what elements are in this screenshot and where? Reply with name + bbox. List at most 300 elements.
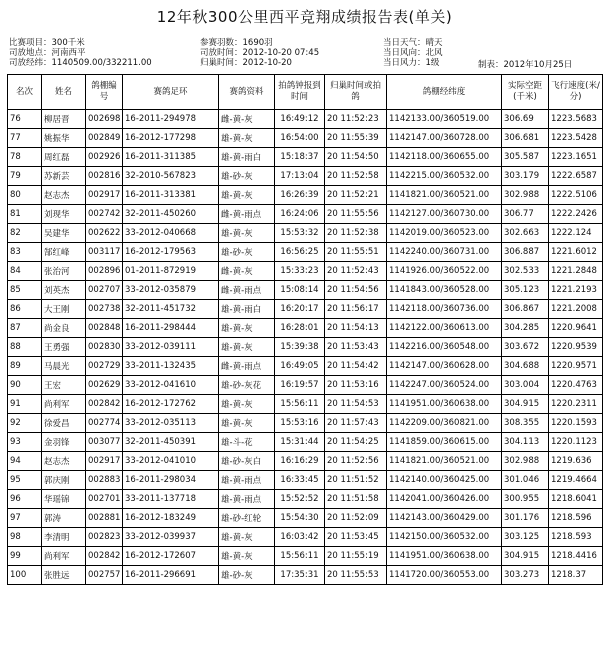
cell-bird-info: 雄-黄-灰 xyxy=(219,547,275,566)
cell-name: 徐爱昌 xyxy=(42,414,86,433)
cell-loft-id: 002816 xyxy=(86,167,123,186)
cell-ring: 32-2011-450391 xyxy=(123,433,219,452)
col-header-speed: 飞行速度(米/分) xyxy=(549,75,603,110)
table-row xyxy=(8,262,603,281)
cell-bird-info: 雄-黄-灰 xyxy=(219,528,275,547)
cell-clock-time: 15:31:44 xyxy=(275,433,325,452)
table-row xyxy=(8,357,603,376)
cell-loft-id: 002842 xyxy=(86,547,123,566)
cell-name: 姚振华 xyxy=(42,129,86,148)
table-row xyxy=(8,110,603,129)
cell-rank: 96 xyxy=(8,490,42,509)
cell-name: 柳居晋 xyxy=(42,110,86,129)
table-row xyxy=(8,395,603,414)
cell-arrival-time: 20 11:54:53 xyxy=(325,395,387,414)
table-row xyxy=(8,547,603,566)
return-time: 归巢时间：2012-10-20 xyxy=(200,58,292,68)
cell-clock-time: 16:20:17 xyxy=(275,300,325,319)
cell-distance: 303.672 xyxy=(502,338,549,357)
table-row xyxy=(8,338,603,357)
cell-coordinates: 1141821.00/360521.00 xyxy=(387,452,502,471)
cell-coordinates: 1141821.00/360521.00 xyxy=(387,186,502,205)
cell-speed: 1218.593 xyxy=(549,528,603,547)
cell-clock-time: 15:08:14 xyxy=(275,281,325,300)
cell-bird-info: 雌-黄-雨点 xyxy=(219,357,275,376)
col-header-loft-id: 鸽棚编号 xyxy=(86,75,123,110)
cell-name: 周红磊 xyxy=(42,148,86,167)
cell-speed: 1219.4664 xyxy=(549,471,603,490)
col-header-clock-time: 拍鸽钟报到时间 xyxy=(275,75,325,110)
cell-arrival-time: 20 11:54:50 xyxy=(325,148,387,167)
col-header-distance: 实际空距(千米) xyxy=(502,75,549,110)
table-row xyxy=(8,281,603,300)
cell-ring: 16-2011-311385 xyxy=(123,148,219,167)
cell-loft-id: 002742 xyxy=(86,205,123,224)
cell-rank: 81 xyxy=(8,205,42,224)
cell-rank: 92 xyxy=(8,414,42,433)
cell-coordinates: 1142216.00/360548.00 xyxy=(387,338,502,357)
cell-arrival-time: 20 11:51:52 xyxy=(325,471,387,490)
cell-distance: 306.867 xyxy=(502,300,549,319)
cell-bird-info: 雄-砂-灰 xyxy=(219,167,275,186)
cell-clock-time: 15:52:52 xyxy=(275,490,325,509)
cell-distance: 305.123 xyxy=(502,281,549,300)
col-header-ring: 赛鸽足环 xyxy=(123,75,219,110)
cell-bird-info: 雄-黄-雨白 xyxy=(219,148,275,167)
cell-rank: 77 xyxy=(8,129,42,148)
cell-name: 王宏 xyxy=(42,376,86,395)
release-location: 司放地点：河南西平 xyxy=(9,48,86,58)
cell-clock-time: 15:56:11 xyxy=(275,547,325,566)
cell-speed: 1218.596 xyxy=(549,509,603,528)
cell-arrival-time: 20 11:51:58 xyxy=(325,490,387,509)
cell-rank: 99 xyxy=(8,547,42,566)
cell-arrival-time: 20 11:53:43 xyxy=(325,338,387,357)
entry-count: 参赛羽数：1690羽 xyxy=(200,38,273,48)
cell-speed: 1218.6041 xyxy=(549,490,603,509)
cell-loft-id: 002883 xyxy=(86,471,123,490)
cell-ring: 32-2011-451732 xyxy=(123,300,219,319)
cell-loft-id: 002774 xyxy=(86,414,123,433)
cell-distance: 302.988 xyxy=(502,452,549,471)
cell-rank: 86 xyxy=(8,300,42,319)
cell-distance: 303.179 xyxy=(502,167,549,186)
cell-clock-time: 15:53:32 xyxy=(275,224,325,243)
cell-clock-time: 16:16:29 xyxy=(275,452,325,471)
cell-clock-time: 15:18:37 xyxy=(275,148,325,167)
cell-bird-info: 雄-斗-花 xyxy=(219,433,275,452)
col-header-bird-info: 赛鸽资料 xyxy=(219,75,275,110)
cell-ring: 16-2012-183249 xyxy=(123,509,219,528)
cell-ring: 16-2011-298444 xyxy=(123,319,219,338)
cell-rank: 91 xyxy=(8,395,42,414)
cell-distance: 306.69 xyxy=(502,110,549,129)
cell-coordinates: 1142140.00/360425.00 xyxy=(387,471,502,490)
cell-loft-id: 002622 xyxy=(86,224,123,243)
cell-rank: 82 xyxy=(8,224,42,243)
cell-arrival-time: 20 11:52:43 xyxy=(325,262,387,281)
col-header-arrival-time: 归巢时间或拍鸽 xyxy=(325,75,387,110)
cell-bird-info: 雌-黄-雨点 xyxy=(219,281,275,300)
cell-distance: 304.113 xyxy=(502,433,549,452)
cell-arrival-time: 20 11:52:38 xyxy=(325,224,387,243)
cell-speed: 1220.9571 xyxy=(549,357,603,376)
cell-speed: 1221.2193 xyxy=(549,281,603,300)
cell-speed: 1223.5683 xyxy=(549,110,603,129)
cell-distance: 303.125 xyxy=(502,528,549,547)
cell-rank: 83 xyxy=(8,243,42,262)
cell-rank: 76 xyxy=(8,110,42,129)
cell-speed: 1220.4763 xyxy=(549,376,603,395)
cell-ring: 33-2012-041010 xyxy=(123,452,219,471)
cell-speed: 1221.2848 xyxy=(549,262,603,281)
race-info-middle xyxy=(200,38,319,68)
cell-bird-info: 雌-黄-灰 xyxy=(219,262,275,281)
cell-distance: 304.915 xyxy=(502,395,549,414)
cell-coordinates: 1141951.00/360638.00 xyxy=(387,547,502,566)
cell-coordinates: 1141720.00/360553.00 xyxy=(387,566,502,585)
cell-distance: 302.663 xyxy=(502,224,549,243)
cell-rank: 85 xyxy=(8,281,42,300)
cell-clock-time: 15:54:30 xyxy=(275,509,325,528)
cell-name: 尚金良 xyxy=(42,319,86,338)
cell-arrival-time: 20 11:53:45 xyxy=(325,528,387,547)
cell-name: 赵志杰 xyxy=(42,186,86,205)
cell-coordinates: 1141859.00/360615.00 xyxy=(387,433,502,452)
cell-speed: 1221.6012 xyxy=(549,243,603,262)
cell-bird-info: 雄-黄-灰 xyxy=(219,395,275,414)
cell-arrival-time: 20 11:54:42 xyxy=(325,357,387,376)
cell-name: 尚利军 xyxy=(42,395,86,414)
cell-rank: 80 xyxy=(8,186,42,205)
cell-ring: 33-2011-137718 xyxy=(123,490,219,509)
cell-bird-info: 雄-砂-灰白 xyxy=(219,452,275,471)
cell-loft-id: 002823 xyxy=(86,528,123,547)
cell-coordinates: 1142133.00/360519.00 xyxy=(387,110,502,129)
cell-loft-id: 002849 xyxy=(86,129,123,148)
cell-clock-time: 17:35:31 xyxy=(275,566,325,585)
table-row xyxy=(8,205,603,224)
table-row xyxy=(8,433,603,452)
cell-speed: 1218.4416 xyxy=(549,547,603,566)
cell-name: 苏新芸 xyxy=(42,167,86,186)
cell-speed: 1223.1651 xyxy=(549,148,603,167)
cell-arrival-time: 20 11:52:21 xyxy=(325,186,387,205)
cell-name: 刘英杰 xyxy=(42,281,86,300)
cell-name: 张胜远 xyxy=(42,566,86,585)
table-row xyxy=(8,509,603,528)
cell-speed: 1218.37 xyxy=(549,566,603,585)
cell-ring: 33-2012-035113 xyxy=(123,414,219,433)
cell-speed: 1220.9641 xyxy=(549,319,603,338)
cell-clock-time: 16:54:00 xyxy=(275,129,325,148)
table-row xyxy=(8,490,603,509)
cell-rank: 93 xyxy=(8,433,42,452)
cell-bird-info: 雄-黄-雨白 xyxy=(219,300,275,319)
cell-bird-info: 雄-黄-灰 xyxy=(219,414,275,433)
cell-coordinates: 1142147.00/360628.00 xyxy=(387,357,502,376)
cell-rank: 90 xyxy=(8,376,42,395)
cell-distance: 306.887 xyxy=(502,243,549,262)
cell-rank: 94 xyxy=(8,452,42,471)
results-table xyxy=(7,74,603,585)
cell-clock-time: 16:19:57 xyxy=(275,376,325,395)
cell-speed: 1220.1593 xyxy=(549,414,603,433)
race-info-right xyxy=(383,38,443,68)
cell-bird-info: 雄-黄-灰 xyxy=(219,129,275,148)
cell-distance: 301.046 xyxy=(502,471,549,490)
cell-clock-time: 16:24:06 xyxy=(275,205,325,224)
cell-loft-id: 002738 xyxy=(86,300,123,319)
cell-bird-info: 雄-黄-雨点 xyxy=(219,471,275,490)
cell-name: 郜红峰 xyxy=(42,243,86,262)
cell-clock-time: 16:56:25 xyxy=(275,243,325,262)
cell-arrival-time: 20 11:52:58 xyxy=(325,167,387,186)
cell-coordinates: 1142019.00/360523.00 xyxy=(387,224,502,243)
cell-distance: 302.988 xyxy=(502,186,549,205)
cell-bird-info: 雄-砂-灰 xyxy=(219,566,275,585)
cell-loft-id: 002629 xyxy=(86,376,123,395)
cell-rank: 100 xyxy=(8,566,42,585)
cell-rank: 78 xyxy=(8,148,42,167)
cell-loft-id: 002848 xyxy=(86,319,123,338)
cell-clock-time: 16:49:12 xyxy=(275,110,325,129)
cell-clock-time: 15:39:38 xyxy=(275,338,325,357)
cell-name: 郭涛 xyxy=(42,509,86,528)
table-row xyxy=(8,319,603,338)
cell-speed: 1221.2008 xyxy=(549,300,603,319)
cell-distance: 303.004 xyxy=(502,376,549,395)
cell-rank: 97 xyxy=(8,509,42,528)
cell-loft-id: 002757 xyxy=(86,566,123,585)
cell-name: 金羽锋 xyxy=(42,433,86,452)
cell-coordinates: 1141926.00/360522.00 xyxy=(387,262,502,281)
cell-ring: 16-2011-294978 xyxy=(123,110,219,129)
table-row xyxy=(8,452,603,471)
table-row xyxy=(8,528,603,547)
cell-name: 张治河 xyxy=(42,262,86,281)
cell-ring: 33-2012-040668 xyxy=(123,224,219,243)
cell-speed: 1223.5428 xyxy=(549,129,603,148)
cell-ring: 33-2012-041610 xyxy=(123,376,219,395)
cell-arrival-time: 20 11:52:56 xyxy=(325,452,387,471)
cell-loft-id: 002729 xyxy=(86,357,123,376)
cell-distance: 306.681 xyxy=(502,129,549,148)
cell-name: 王勇强 xyxy=(42,338,86,357)
release-coordinates: 司放经纬：1140509.00/332211.00 xyxy=(9,58,152,68)
cell-arrival-time: 20 11:55:19 xyxy=(325,547,387,566)
cell-coordinates: 1142147.00/360728.00 xyxy=(387,129,502,148)
table-row xyxy=(8,376,603,395)
weather: 当日天气：晴天 xyxy=(383,38,443,48)
cell-name: 马晨光 xyxy=(42,357,86,376)
cell-distance: 301.176 xyxy=(502,509,549,528)
cell-ring: 33-2012-039111 xyxy=(123,338,219,357)
cell-name: 李清明 xyxy=(42,528,86,547)
cell-distance: 302.533 xyxy=(502,262,549,281)
cell-speed: 1219.636 xyxy=(549,452,603,471)
cell-distance: 308.355 xyxy=(502,414,549,433)
cell-loft-id: 002707 xyxy=(86,281,123,300)
cell-arrival-time: 20 11:56:17 xyxy=(325,300,387,319)
cell-speed: 1220.2311 xyxy=(549,395,603,414)
cell-ring: 16-2011-296691 xyxy=(123,566,219,585)
cell-arrival-time: 20 11:54:56 xyxy=(325,281,387,300)
cell-rank: 95 xyxy=(8,471,42,490)
cell-ring: 32-2010-567823 xyxy=(123,167,219,186)
cell-coordinates: 1142247.00/360524.00 xyxy=(387,376,502,395)
cell-loft-id: 002917 xyxy=(86,186,123,205)
cell-coordinates: 1142209.00/360821.00 xyxy=(387,414,502,433)
cell-distance: 306.77 xyxy=(502,205,549,224)
cell-speed: 1220.1123 xyxy=(549,433,603,452)
cell-coordinates: 1142118.00/360655.00 xyxy=(387,148,502,167)
cell-speed: 1220.9539 xyxy=(549,338,603,357)
cell-name: 刘现华 xyxy=(42,205,86,224)
cell-name: 郭庆刚 xyxy=(42,471,86,490)
race-info-left xyxy=(9,38,152,68)
cell-name: 尚利军 xyxy=(42,547,86,566)
cell-coordinates: 1142118.00/360736.00 xyxy=(387,300,502,319)
cell-distance: 303.273 xyxy=(502,566,549,585)
cell-ring: 16-2012-172762 xyxy=(123,395,219,414)
header-row xyxy=(8,75,603,110)
table-row xyxy=(8,471,603,490)
cell-ring: 16-2011-298034 xyxy=(123,471,219,490)
cell-clock-time: 16:28:01 xyxy=(275,319,325,338)
cell-bird-info: 雄-黄-灰 xyxy=(219,319,275,338)
cell-ring: 16-2012-177298 xyxy=(123,129,219,148)
race-event: 比赛项目：300千米 xyxy=(9,38,85,48)
wind-force: 当日风力：1级 xyxy=(383,58,440,68)
cell-loft-id: 002926 xyxy=(86,148,123,167)
cell-distance: 300.955 xyxy=(502,490,549,509)
cell-distance: 304.915 xyxy=(502,547,549,566)
cell-speed: 1222.2426 xyxy=(549,205,603,224)
cell-bird-info: 雄-砂-灰花 xyxy=(219,376,275,395)
cell-bird-info: 雄-砂-红轮 xyxy=(219,509,275,528)
cell-coordinates: 1142240.00/360731.00 xyxy=(387,243,502,262)
cell-bird-info: 雄-砂-灰 xyxy=(219,243,275,262)
cell-loft-id: 002842 xyxy=(86,395,123,414)
cell-coordinates: 1141951.00/360638.00 xyxy=(387,395,502,414)
table-row xyxy=(8,414,603,433)
cell-distance: 304.285 xyxy=(502,319,549,338)
col-header-name: 姓名 xyxy=(42,75,86,110)
cell-coordinates: 1142143.00/360429.00 xyxy=(387,509,502,528)
report-title: 12年秋300公里西平竞翔成绩报告表(单关) xyxy=(156,8,453,26)
cell-arrival-time: 20 11:55:53 xyxy=(325,566,387,585)
cell-coordinates: 1142127.00/360730.00 xyxy=(387,205,502,224)
cell-loft-id: 002701 xyxy=(86,490,123,509)
cell-ring: 16-2012-172607 xyxy=(123,547,219,566)
cell-loft-id: 003117 xyxy=(86,243,123,262)
cell-ring: 33-2011-132435 xyxy=(123,357,219,376)
cell-speed: 1222.124 xyxy=(549,224,603,243)
table-row xyxy=(8,243,603,262)
cell-coordinates: 1142122.00/360613.00 xyxy=(387,319,502,338)
cell-name: 吴建华 xyxy=(42,224,86,243)
cell-clock-time: 15:53:16 xyxy=(275,414,325,433)
made-date: 制表：2012年10月25日 xyxy=(478,60,573,70)
col-header-rank: 名次 xyxy=(8,75,42,110)
col-header-coordinates: 鸽棚经纬度 xyxy=(387,75,502,110)
cell-speed: 1222.6587 xyxy=(549,167,603,186)
cell-name: 赵志杰 xyxy=(42,452,86,471)
cell-arrival-time: 20 11:53:16 xyxy=(325,376,387,395)
cell-arrival-time: 20 11:52:09 xyxy=(325,509,387,528)
cell-distance: 304.688 xyxy=(502,357,549,376)
table-row xyxy=(8,224,603,243)
cell-coordinates: 1142041.00/360426.00 xyxy=(387,490,502,509)
cell-bird-info: 雄-黄-雨点 xyxy=(219,490,275,509)
cell-arrival-time: 20 11:55:39 xyxy=(325,129,387,148)
cell-ring: 33-2012-039937 xyxy=(123,528,219,547)
cell-loft-id: 002881 xyxy=(86,509,123,528)
cell-bird-info: 雄-黄-灰 xyxy=(219,186,275,205)
cell-loft-id: 002917 xyxy=(86,452,123,471)
cell-arrival-time: 20 11:52:23 xyxy=(325,110,387,129)
cell-arrival-time: 20 11:54:13 xyxy=(325,319,387,338)
table-row xyxy=(8,566,603,585)
table-row xyxy=(8,148,603,167)
cell-distance: 305.587 xyxy=(502,148,549,167)
cell-arrival-time: 20 11:54:25 xyxy=(325,433,387,452)
cell-coordinates: 1142150.00/360532.00 xyxy=(387,528,502,547)
table-row xyxy=(8,186,603,205)
cell-clock-time: 16:03:42 xyxy=(275,528,325,547)
table-row xyxy=(8,167,603,186)
cell-clock-time: 16:26:39 xyxy=(275,186,325,205)
wind-direction: 当日风向：北风 xyxy=(383,48,443,58)
cell-arrival-time: 20 11:55:51 xyxy=(325,243,387,262)
cell-loft-id: 003077 xyxy=(86,433,123,452)
cell-ring: 16-2012-179563 xyxy=(123,243,219,262)
cell-clock-time: 16:49:05 xyxy=(275,357,325,376)
cell-speed: 1222.5106 xyxy=(549,186,603,205)
release-time: 司放时间：2012-10-20 07:45 xyxy=(200,48,320,58)
cell-arrival-time: 20 11:55:56 xyxy=(325,205,387,224)
cell-clock-time: 15:33:23 xyxy=(275,262,325,281)
cell-rank: 87 xyxy=(8,319,42,338)
cell-loft-id: 002698 xyxy=(86,110,123,129)
cell-bird-info: 雌-黄-灰 xyxy=(219,110,275,129)
cell-name: 大王刚 xyxy=(42,300,86,319)
cell-ring: 32-2011-450260 xyxy=(123,205,219,224)
cell-coordinates: 1142215.00/360532.00 xyxy=(387,167,502,186)
cell-clock-time: 17:13:04 xyxy=(275,167,325,186)
cell-name: 华瑶锦 xyxy=(42,490,86,509)
cell-clock-time: 16:33:45 xyxy=(275,471,325,490)
cell-rank: 98 xyxy=(8,528,42,547)
cell-loft-id: 002896 xyxy=(86,262,123,281)
cell-coordinates: 1141843.00/360528.00 xyxy=(387,281,502,300)
table-row xyxy=(8,129,603,148)
cell-bird-info: 雄-黄-灰 xyxy=(219,338,275,357)
cell-ring: 33-2012-035879 xyxy=(123,281,219,300)
cell-arrival-time: 20 11:57:43 xyxy=(325,414,387,433)
cell-bird-info: 雄-黄-灰 xyxy=(219,224,275,243)
cell-clock-time: 15:56:11 xyxy=(275,395,325,414)
cell-rank: 88 xyxy=(8,338,42,357)
cell-ring: 16-2011-313381 xyxy=(123,186,219,205)
table-row xyxy=(8,300,603,319)
cell-ring: 01-2011-872919 xyxy=(123,262,219,281)
cell-rank: 89 xyxy=(8,357,42,376)
cell-bird-info: 雌-黄-雨点 xyxy=(219,205,275,224)
cell-loft-id: 002830 xyxy=(86,338,123,357)
cell-rank: 84 xyxy=(8,262,42,281)
